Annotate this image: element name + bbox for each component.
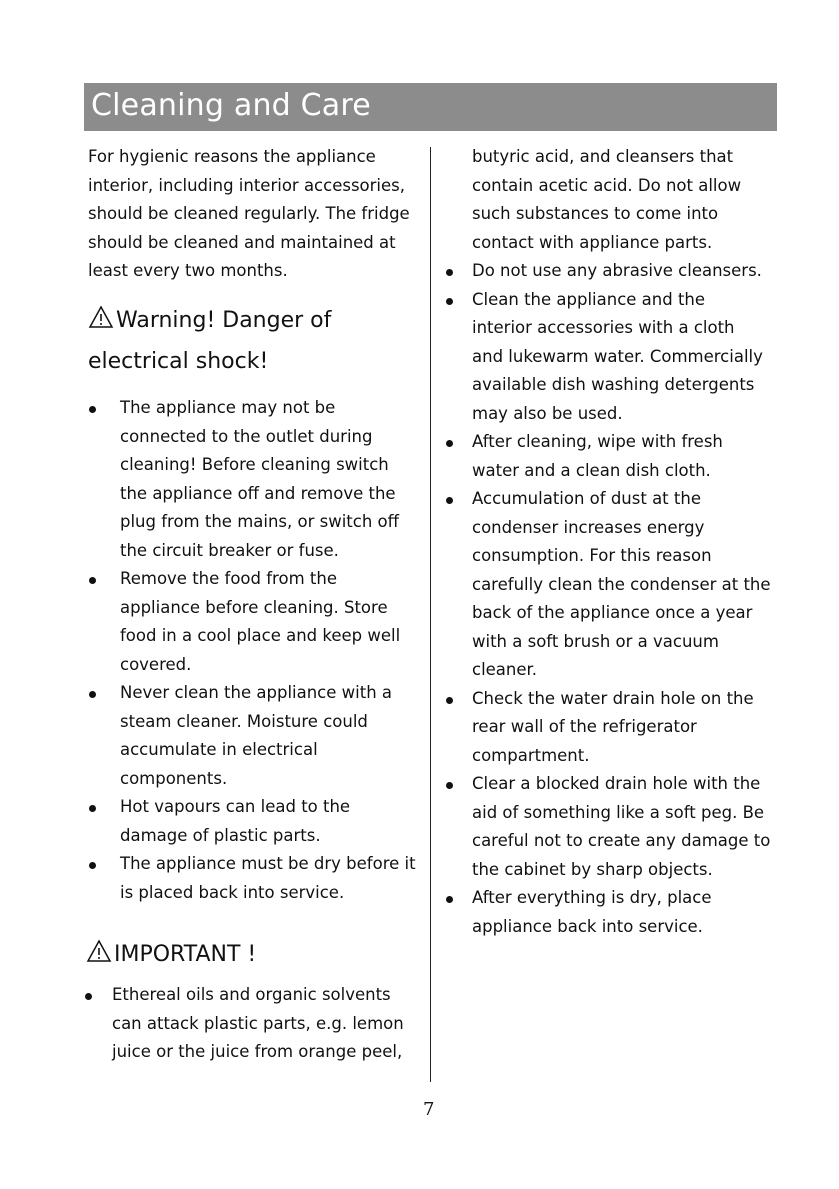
section-header-bar (84, 83, 777, 131)
list-item-line: components. (120, 768, 228, 788)
bullet-dot (89, 862, 96, 869)
list-item-line: The appliance may not be (120, 398, 336, 417)
list-item (444, 428, 771, 485)
warning-heading (88, 299, 331, 343)
intro-line: For hygienic reasons the appliance (88, 147, 376, 166)
warning-heading-line2: electrical shock! (88, 349, 269, 374)
list-item-line: Check the water drain hole on the (472, 688, 754, 708)
list-item (444, 884, 771, 941)
warning-heading-second (88, 340, 268, 384)
bullet-dot (89, 805, 96, 812)
intro-paragraph (88, 143, 410, 286)
list-item-line: carefully clean the condenser at the (472, 574, 771, 594)
list-item (88, 394, 416, 565)
bullet-dot (89, 577, 96, 584)
bullet-dot (446, 782, 453, 789)
list-item (444, 770, 771, 884)
warning-triangle-icon (86, 939, 112, 963)
intro-line: should be cleaned and maintained at (88, 232, 396, 252)
bullet-dot (89, 691, 96, 698)
list-item-line: connected to the outlet during (120, 426, 373, 446)
list-item-line: Never clean the appliance with a (120, 683, 393, 702)
list-item-line: may also be used. (472, 403, 623, 423)
important-heading (86, 933, 256, 977)
list-item-line: cleaner. (472, 660, 538, 679)
list-item-line: the cabinet by sharp objects. (472, 859, 713, 879)
list-item-line: accumulate in electrical (120, 740, 318, 759)
important-heading-text: IMPORTANT ! (114, 942, 257, 967)
bullet-dot (85, 993, 92, 1000)
list-item-line: Remove the food from the (120, 569, 337, 588)
continuation-line: butyric acid, and cleansers that (472, 147, 734, 166)
continuation-line: contain acetic acid. Do not allow (472, 175, 742, 195)
continuation-line: contact with appliance parts. (472, 232, 713, 252)
important-list (84, 981, 404, 1067)
list-item-line: covered. (120, 654, 192, 674)
intro-line: interior, including interior accessories, (88, 175, 405, 195)
warning-list (88, 394, 416, 907)
care-list (444, 257, 771, 941)
bullet-dot (89, 406, 96, 413)
list-item-line: the circuit breaker or fuse. (120, 540, 339, 560)
list-item (88, 793, 416, 850)
list-item-line: Accumulation of dust at the (472, 489, 701, 508)
list-item-line: appliance back into service. (472, 916, 703, 936)
bullet-dot (446, 896, 453, 903)
list-item-line: plug from the mains, or switch off (120, 512, 400, 531)
list-item-line: steam cleaner. Moisture could (120, 711, 368, 731)
intro-line: least every two months. (88, 261, 288, 280)
list-item (444, 257, 771, 286)
list-item-line: the appliance off and remove the (120, 483, 396, 503)
list-item-line: Hot vapours can lead to the (120, 797, 351, 816)
list-item-line: juice or the juice from orange peel, (112, 1042, 403, 1061)
list-item-line: food in a cool place and keep well (120, 626, 401, 645)
list-item-line: compartment. (472, 745, 590, 765)
list-item (84, 981, 404, 1067)
list-item-line: back of the appliance once a year (472, 603, 753, 622)
bullet-dot (446, 269, 453, 276)
page-number: 7 (423, 1099, 435, 1120)
list-item (88, 565, 416, 679)
column-divider (430, 147, 431, 1082)
list-item-line: After cleaning, wipe with fresh (472, 432, 723, 451)
list-item-line: available dish washing detergents (472, 375, 755, 394)
list-item-line: aid of something like a soft peg. Be (472, 802, 765, 822)
intro-line: should be cleaned regularly. The fridge (88, 204, 410, 223)
warning-heading-line1: Warning! Danger of (116, 308, 332, 333)
continuation-paragraph (472, 143, 741, 257)
section-title: Cleaning and Care (91, 88, 371, 123)
list-item-line: careful not to create any damage to (472, 831, 771, 850)
list-item (88, 850, 416, 907)
list-item-line: interior accessories with a cloth (472, 318, 735, 337)
list-item-line: Do not use any abrasive cleansers. (472, 261, 762, 280)
warning-triangle-icon (88, 305, 114, 329)
list-item-line: water and a clean dish cloth. (472, 460, 711, 480)
list-item-line: and lukewarm water. Commercially (472, 346, 763, 366)
list-item (88, 679, 416, 793)
bullet-dot (446, 298, 453, 305)
list-item-line: damage of plastic parts. (120, 825, 321, 845)
continuation-line: such substances to come into (472, 204, 719, 223)
list-item-line: appliance before cleaning. Store (120, 597, 388, 617)
bullet-dot (446, 440, 453, 447)
list-item (444, 286, 771, 429)
bullet-dot (446, 697, 453, 704)
list-item (444, 685, 771, 771)
list-item-line: condenser increases energy (472, 517, 705, 537)
list-item-line: After everything is dry, place (472, 888, 712, 907)
bullet-dot (446, 497, 453, 504)
list-item-line: rear wall of the refrigerator (472, 717, 697, 736)
list-item-line: cleaning! Before cleaning switch (120, 455, 389, 474)
list-item-line: Clear a blocked drain hole with the (472, 774, 761, 793)
list-item-line: is placed back into service. (120, 882, 345, 902)
list-item-line: The appliance must be dry before it (120, 854, 416, 873)
list-item-line: can attack plastic parts, e.g. lemon (112, 1013, 404, 1033)
list-item (444, 485, 771, 685)
list-item-line: Clean the appliance and the (472, 289, 706, 309)
list-item-line: Ethereal oils and organic solvents (112, 985, 391, 1004)
list-item-line: with a soft brush or a vacuum (472, 631, 719, 651)
list-item-line: consumption. For this reason (472, 546, 712, 565)
